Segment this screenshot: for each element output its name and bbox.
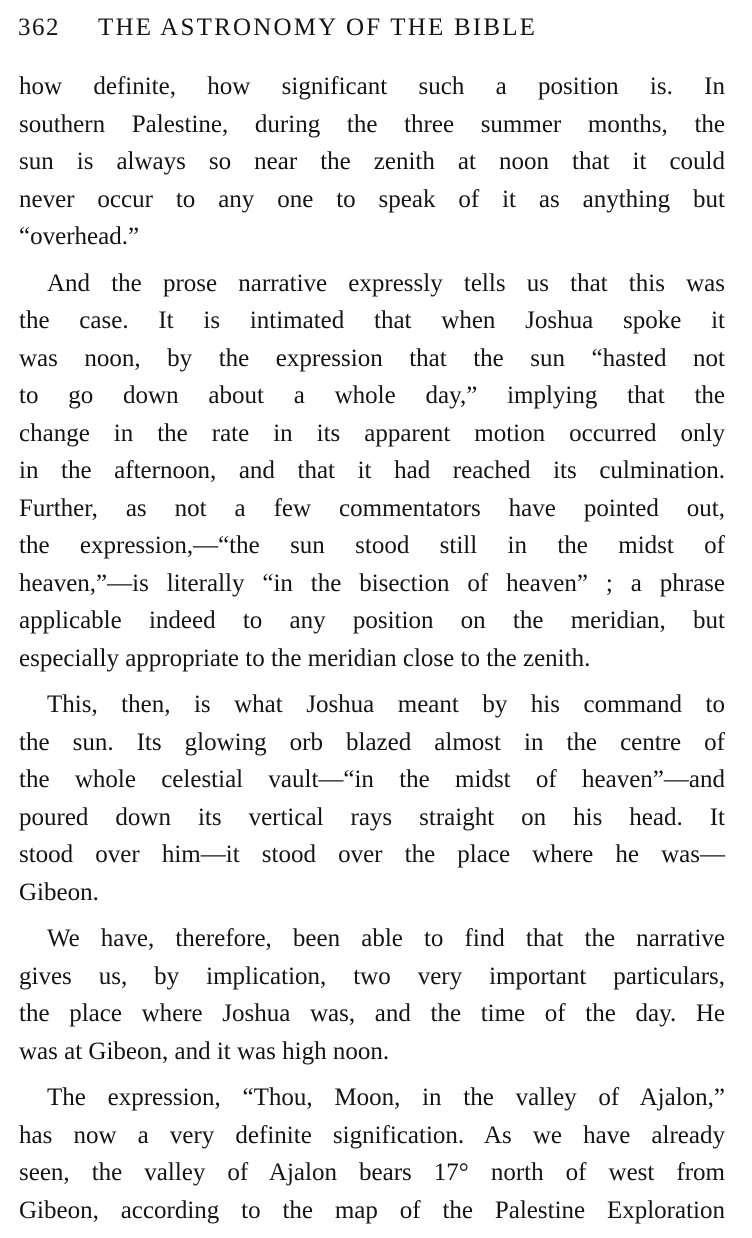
- text-line: This, then, is what Joshua meant by his command to: [47, 691, 725, 718]
- text-line: in the afternoon, and that it had reached its culmination.: [19, 457, 725, 484]
- paragraph: [19, 265, 725, 678]
- text-line: change in the rate in its apparent motion occurred only: [19, 419, 725, 447]
- text-line: applicable indeed to any position on the meridian, but: [19, 607, 725, 634]
- text-line: was noon, by the expression that the sun “hasted not: [19, 344, 725, 372]
- text-line: to go down about a whole day,” implying that the: [19, 382, 725, 409]
- text-line: sun is always so near the zenith at noon that it could: [19, 148, 725, 175]
- text-line: especially appropriate to the meridian close to the zenith.: [19, 644, 591, 672]
- text-line: the sun. Its glowing orb blazed almost in the centre of: [19, 728, 725, 756]
- running-title: THE ASTRONOMY OF THE BIBLE: [98, 14, 538, 41]
- text-line: the expression,—“the sun stood still in the midst of: [19, 532, 725, 559]
- text-line: seen, the valley of Ajalon bears 17° north of west from: [19, 1159, 725, 1186]
- text-line: how definite, how significant such a position is. In: [19, 73, 725, 100]
- paragraph: [19, 68, 725, 256]
- text-line: stood over him—it stood over the place where he was—: [19, 841, 725, 868]
- text-line: the case. It is intimated that when Joshua spoke it: [19, 307, 725, 334]
- text-line: has now a very definite signification. As we have already: [19, 1121, 725, 1149]
- paragraph: [19, 686, 725, 911]
- text-line: Further, as not a few commentators have pointed out,: [19, 494, 725, 522]
- text-line: We have, therefore, been able to find that the narrative: [47, 925, 725, 952]
- text-line: was at Gibeon, and it was high noon.: [19, 1037, 390, 1065]
- page-header: [18, 14, 728, 54]
- text-line: poured down its vertical rays straight on his head. It: [19, 803, 725, 831]
- text-line: Gibeon, according to the map of the Palestine Exploration: [19, 1196, 725, 1224]
- text-line: the whole celestial vault—“in the midst of heaven”—and: [19, 766, 725, 793]
- text-line: heaven,”—is literally “in the bisection of heaven” ; a phrase: [19, 569, 725, 597]
- paragraph: [19, 1079, 725, 1229]
- text-line: Gibeon.: [19, 878, 99, 906]
- text-line: the place where Joshua was, and the time of the day. He: [19, 1000, 725, 1027]
- text-line: And the prose narrative expressly tells us that this was: [47, 269, 725, 297]
- paragraph: [19, 920, 725, 1070]
- text-line: “overhead.”: [19, 223, 140, 250]
- text-line: gives us, by implication, two very important particulars,: [19, 962, 725, 990]
- text-line: southern Palestine, during the three summer months, the: [19, 110, 725, 138]
- body-text: [19, 68, 725, 1238]
- page-number: 362: [18, 14, 60, 41]
- text-line: never occur to any one to speak of it as anything but: [19, 185, 725, 213]
- text-line: The expression, “Thou, Moon, in the valley of Ajalon,”: [47, 1084, 725, 1111]
